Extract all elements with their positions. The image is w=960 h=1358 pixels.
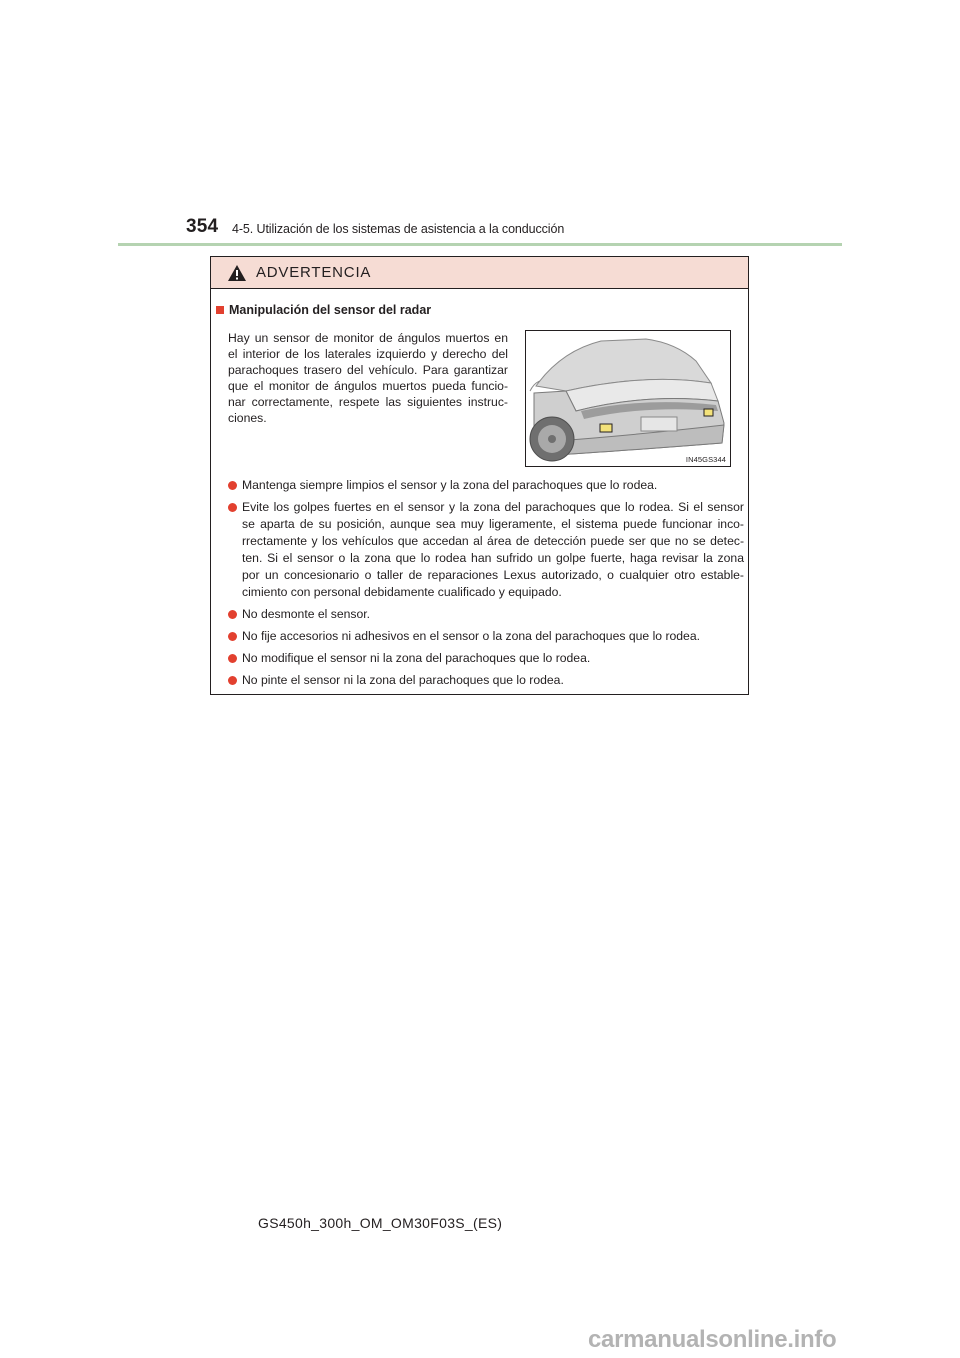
intro-line: nar correctamente, respete las siguientes instruc-: [228, 395, 508, 409]
red-circle-bullet-icon: [228, 610, 237, 619]
list-item: [228, 628, 744, 645]
page-number: 354: [186, 216, 219, 237]
red-circle-bullet-icon: [228, 676, 237, 685]
warning-header: [211, 257, 748, 289]
section-title: 4-5. Utilización de los sistemas de asistencia a la conducción: [232, 222, 565, 236]
car-rear-illustration: [525, 330, 731, 467]
list-item: [228, 606, 744, 623]
header-rule: [118, 243, 842, 246]
watermark[interactable]: carmanualsonline.info: [588, 1326, 837, 1353]
intro-line: ciones.: [228, 411, 267, 425]
red-circle-bullet-icon: [228, 481, 237, 490]
list-item-line: se aparta de su posición, aunque sea muy ligeramente, el sistema puede funcionar inco-: [242, 517, 744, 531]
manual-code: GS450h_300h_OM_OM30F03S_(ES): [258, 1215, 503, 1231]
list-item-line: cimiento con personal debidamente cualificado y equipado.: [242, 585, 562, 599]
precautions-list: [228, 477, 744, 694]
intro-line: el interior de los laterales izquierdo y derecho del: [228, 347, 508, 361]
red-circle-bullet-icon: [228, 654, 237, 663]
warning-triangle-icon: [227, 264, 247, 282]
list-item-text: No pinte el sensor ni la zona del parachoques que lo rodea.: [242, 673, 564, 687]
red-circle-bullet-icon: [228, 632, 237, 641]
subheading: [216, 303, 431, 317]
list-item-text: Mantenga siempre limpios el sensor y la zona del parachoques que lo rodea.: [242, 478, 658, 492]
list-item-text: No modifique el sensor ni la zona del parachoques que lo rodea.: [242, 651, 591, 665]
intro-line: Hay un sensor de monitor de ángulos muertos en: [228, 331, 508, 345]
red-square-bullet-icon: [216, 306, 224, 314]
subheading-text: Manipulación del sensor del radar: [229, 303, 432, 317]
list-item-line: por un concesionario o taller de reparaciones Lexus autorizado, o cualquier otro estable-: [242, 568, 744, 582]
list-item-text: [242, 499, 744, 601]
car-rear-drawing: [526, 331, 730, 466]
right-sensor-marker: [704, 409, 713, 416]
left-sensor-marker: [600, 424, 612, 432]
list-item-text: No fije accesorios ni adhesivos en el sensor o la zona del parachoques que lo rodea.: [242, 629, 700, 643]
list-item-line: ten. Si el sensor o la zona que lo rodea han sufrido un golpe fuerte, haga revisar la zona: [242, 551, 744, 565]
list-item: [228, 672, 744, 689]
illustration-code: IN45GS344: [685, 455, 726, 464]
intro-paragraph: [228, 330, 508, 426]
intro-line: que el monitor de ángulos muertos pueda funcio-: [228, 379, 508, 393]
list-item: [228, 499, 744, 601]
list-item: [228, 650, 744, 667]
red-circle-bullet-icon: [228, 503, 237, 512]
list-item: [228, 477, 744, 494]
list-item-line: Evite los golpes fuertes en el sensor y la zona del parachoques que lo rodea. Si el sensor: [242, 500, 744, 514]
warning-title: ADVERTENCIA: [256, 264, 372, 281]
intro-line: parachoques trasero del vehículo. Para garantizar: [228, 363, 508, 377]
list-item-line: rrectamente y los vehículos que accedan al área de detección puede ser que no se detec-: [242, 534, 744, 548]
list-item-text: No desmonte el sensor.: [242, 607, 371, 621]
